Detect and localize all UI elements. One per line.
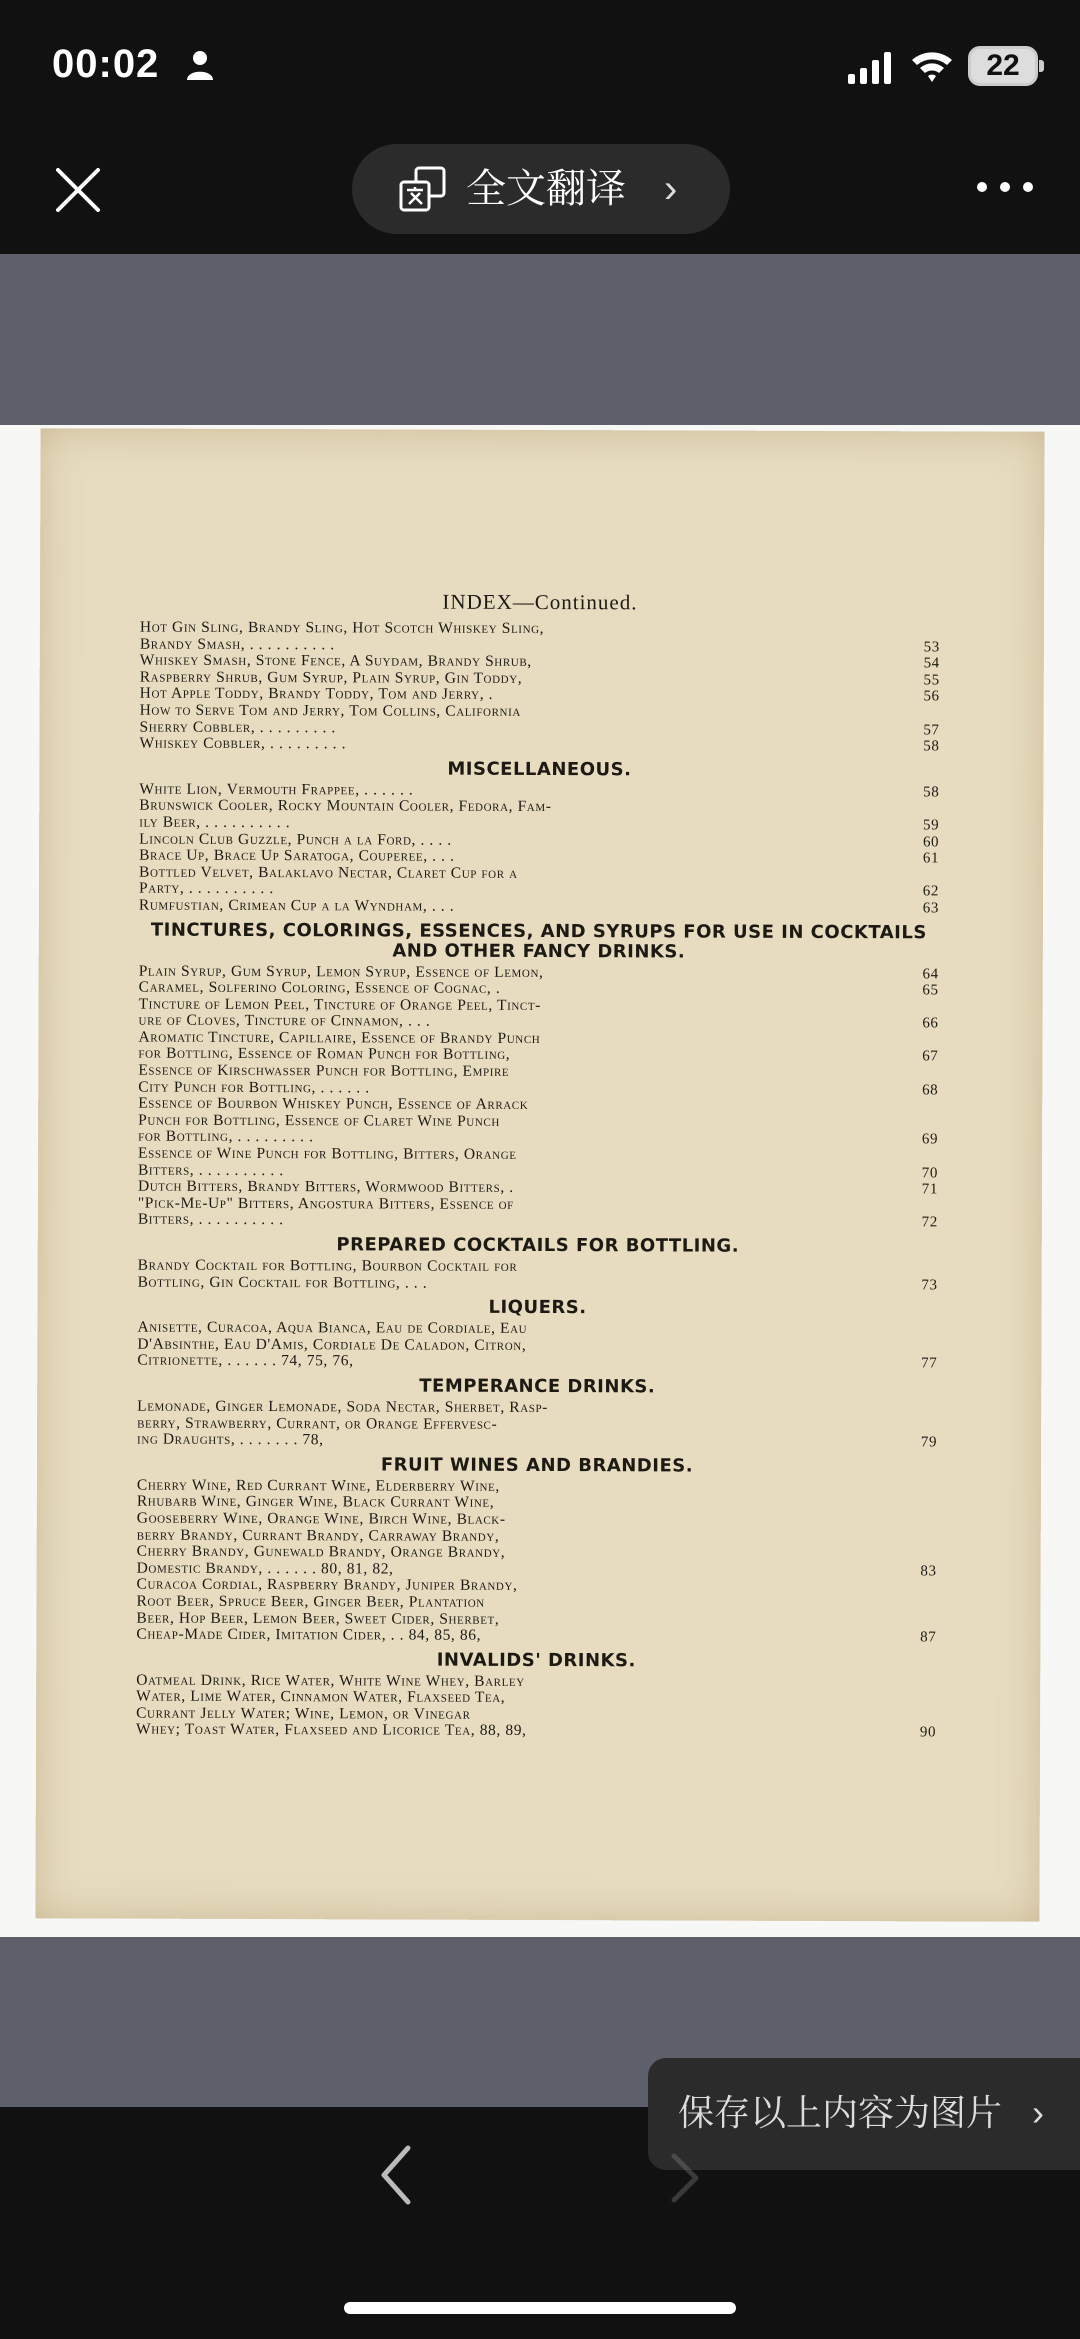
cellular-signal-icon [848,52,892,84]
entry-text: Bitters, . . . . . . . . . . [137,1161,284,1179]
entry-text: Root Beer, Spruce Beer, Ginger Beer, Plantation [136,1592,485,1611]
entry-text: Tincture of Lemon Peel, Tincture of Orange Peel, Tinct- [138,995,541,1014]
previous-page-icon[interactable] [372,2140,420,2210]
entry-text: Citrionette, . . . . . . 74, 75, 76, [137,1351,354,1370]
entry-text: for Bottling, . . . . . . . . . [138,1128,314,1146]
entry-text: Dutch Bitters, Brandy Bitters, Wormwood Bitters, . [137,1177,514,1197]
close-icon[interactable] [48,160,108,220]
entry-text: How to Serve Tom and Jerry, Tom Collins, California [139,701,521,720]
entry-text: City Punch for Bottling, . . . . . . [138,1078,370,1097]
section-heading: TINCTURES, COLORINGS, ESSENCES, AND SYRUPS FOR USE IN COCKTAILS AND OTHER FANCY DRINKS. [150,919,927,963]
entry-page-number: 55 [923,672,940,689]
entry-page-number: 72 [921,1214,938,1231]
entry-text: Rhubarb Wine, Ginger Wine, Black Currant Wine, [136,1492,495,1512]
entry-page-number: 73 [921,1276,938,1293]
entry-text: Cherry Wine, Red Currant Wine, Elderberry Wine, [136,1476,500,1495]
section-heading: PREPARED COCKTAILS FOR BOTTLING. [336,1234,740,1257]
index-entry [138,1212,938,1231]
entry-page-number: 61 [922,850,940,867]
entry-page-number: 53 [923,638,940,655]
entry-page-number: 60 [922,833,940,850]
index-entry [137,1432,937,1451]
entry-text: Brandy Smash, . . . . . . . . . . [139,635,335,653]
status-bar [0,0,1080,130]
entry-text: Cheap-Made Cider, Imitation Cider, . . 84, 85, 86, [136,1625,482,1644]
entry-text: Oatmeal Drink, Rice Water, White Wine Whey, Barley [136,1671,525,1690]
entry-page-number: 56 [923,688,940,705]
entry-page-number: 66 [922,1015,939,1032]
index-entry [136,1627,936,1646]
section-heading: INVALIDS' DRINKS. [436,1649,636,1672]
save-as-image-label: 保存以上内容为图片 [678,2092,1003,2133]
more-options-icon[interactable] [970,172,1040,202]
entry-text: Anisette, Curacoa, Aqua Bianca, Eau de Cordiale, Eau [137,1318,528,1338]
entry-page-number: 57 [923,721,940,738]
entry-text: Plain Syrup, Gum Syrup, Lemon Syrup, Essence of Lemon, [138,962,544,981]
entry-text: "Pick-Me-Up" Bitters, Angostura Bitters, Essence of [137,1194,514,1213]
index-entry [138,1274,938,1293]
entry-page-number: 58 [923,784,940,801]
section-heading: TEMPERANCE DRINKS. [419,1375,656,1398]
entry-text: Whey; Toast Water, Flaxseed and Licorice Tea, 88, 89, [136,1721,527,1740]
entry-text: Lemonade, Ginger Lemonade, Soda Nectar, Sherbet, Rasp- [137,1397,548,1416]
entry-page-number: 90 [919,1724,937,1741]
entry-text: Bottled Velvet, Balaklavo Nectar, Claret Cup for a [139,863,518,882]
entry-text: Hot Gin Sling, Brandy Sling, Hot Scotch Whiskey Sling, [139,618,545,638]
section-heading: LIQUERS. [488,1297,587,1319]
scanned-index-page [35,428,1044,1921]
viewer-toolbar [0,130,1080,254]
entry-page-number: 70 [921,1164,939,1182]
wifi-icon [910,48,954,84]
entry-page-number: 63 [922,900,939,917]
entry-text: Essence of Kirschwasser Punch for Bottling, Empire [138,1061,510,1080]
home-indicator [344,2302,736,2314]
entry-page-number: 65 [922,982,939,999]
entry-text: Brace Up, Brace Up Saratoga, Couperee, . . . [139,846,455,865]
index-entry [137,1353,937,1372]
entry-text: Essence of Bourbon Whiskey Punch, Essence of Arrack [138,1094,529,1114]
entry-text: berry, Strawberry, Currant, or Orange Effervesc- [137,1414,498,1433]
entry-page-number: 79 [920,1434,938,1451]
entry-text: Rumfustian, Crimean Cup a la Wyndham, . . . [138,896,455,915]
entry-text: Bottling, Gin Cocktail for Bottling, . . . [137,1273,428,1292]
entry-text: Beer, Hop Beer, Lemon Beer, Sweet Cider, Sherbet, [136,1609,500,1628]
entry-text: ure of Cloves, Tincture of Cinnamon, . . . [138,1011,431,1030]
entry-text: Lincoln Club Guzzle, Punch a la Ford, . . . . [139,830,452,849]
entry-page-number: 71 [921,1181,938,1198]
index-content [136,589,940,1742]
section-heading: MISCELLANEOUS. [447,758,632,781]
entry-page-number: 64 [922,965,939,982]
index-entry [139,898,939,917]
entry-page-number: 68 [922,1081,939,1099]
entry-page-number: 69 [921,1131,939,1148]
status-time: 00:02 [52,42,160,86]
entry-page-number: 87 [920,1629,937,1646]
entry-text: D'Absinthe, Eau D'Amis, Cordiale De Caladon, Citron, [137,1335,527,1354]
entry-page-number: 77 [921,1355,938,1372]
entry-text: berry Brandy, Currant Brandy, Carraway Brandy, [136,1526,500,1545]
entry-text: Whiskey Smash, Stone Fence, A Suydam, Brandy Shrub, [139,651,532,671]
entry-text: Essence of Wine Punch for Bottling, Bitters, Orange [138,1144,517,1163]
entry-text: Brunswick Cooler, Rocky Mountain Cooler, Fedora, Fam- [139,796,552,816]
entry-text: White Lion, Vermouth Frappee, . . . . . . [139,780,414,799]
entry-text: Aromatic Tincture, Capillaire, Essence of Brandy Punch [138,1028,541,1047]
next-page-icon[interactable] [666,2150,706,2206]
entry-text: Curacoa Cordial, Raspberry Brandy, Juniper Brandy, [136,1575,518,1595]
entry-text: Party, . . . . . . . . . . [138,879,274,898]
entry-text: ing Draughts, . . . . . . . 78, [137,1430,324,1449]
full-text-translate-button[interactable] [352,144,730,234]
entry-page-number: 54 [923,655,940,672]
entry-text: Raspberry Shrub, Gum Syrup, Plain Syrup, Gin Toddy, [139,668,523,687]
person-icon [186,50,214,80]
entry-text: Sherry Cobbler, . . . . . . . . . [139,718,336,736]
entry-text: Currant Jelly Water; Wine, Lemon, or Vinegar [136,1704,471,1723]
page-title: INDEX—Continued. [442,589,638,615]
entry-text: Punch for Bottling, Essence of Claret Wine Punch [138,1111,500,1130]
battery-indicator: 22 [968,46,1038,86]
chevron-right-icon: › [664,167,678,211]
entry-text: Caramel, Solferino Coloring, Essence of Cognac, . [138,978,501,997]
index-entry [136,1722,936,1741]
index-entry [139,736,939,755]
entry-page-number: 67 [922,1048,939,1065]
image-backdrop-top [0,254,1080,425]
chevron-right-icon: › [1032,2092,1044,2133]
entry-text: Bitters, . . . . . . . . . . [137,1211,284,1229]
entry-text: Gooseberry Wine, Orange Wine, Birch Wine, Black- [136,1509,506,1528]
entry-page-number: 58 [923,738,940,755]
section-heading: FRUIT WINES AND BRANDIES. [380,1454,694,1477]
entry-text: Hot Apple Toddy, Brandy Toddy, Tom and Jerry, . [139,684,494,704]
entry-text: for Bottling, Essence of Roman Punch for Bottling, [138,1045,511,1064]
entry-page-number: 83 [920,1563,937,1580]
translate-icon [398,166,448,214]
entry-page-number: 62 [922,883,940,900]
entry-page-number: 59 [922,817,940,834]
translate-label: 全文翻译 [466,167,626,211]
entry-text: ily Beer, . . . . . . . . . . [139,813,291,832]
entry-text: Domestic Brandy, . . . . . . 80, 81, 82, [136,1559,394,1578]
entry-text: Whiskey Cobbler, . . . . . . . . . [139,734,347,753]
entry-text: Cherry Brandy, Gunewald Brandy, Orange Brandy, [136,1542,506,1562]
entry-text: Brandy Cocktail for Bottling, Bourbon Cocktail for [137,1256,518,1275]
entry-text: Water, Lime Water, Cinnamon Water, Flaxseed Tea, [136,1687,506,1707]
save-as-image-button[interactable] [648,2058,1080,2170]
